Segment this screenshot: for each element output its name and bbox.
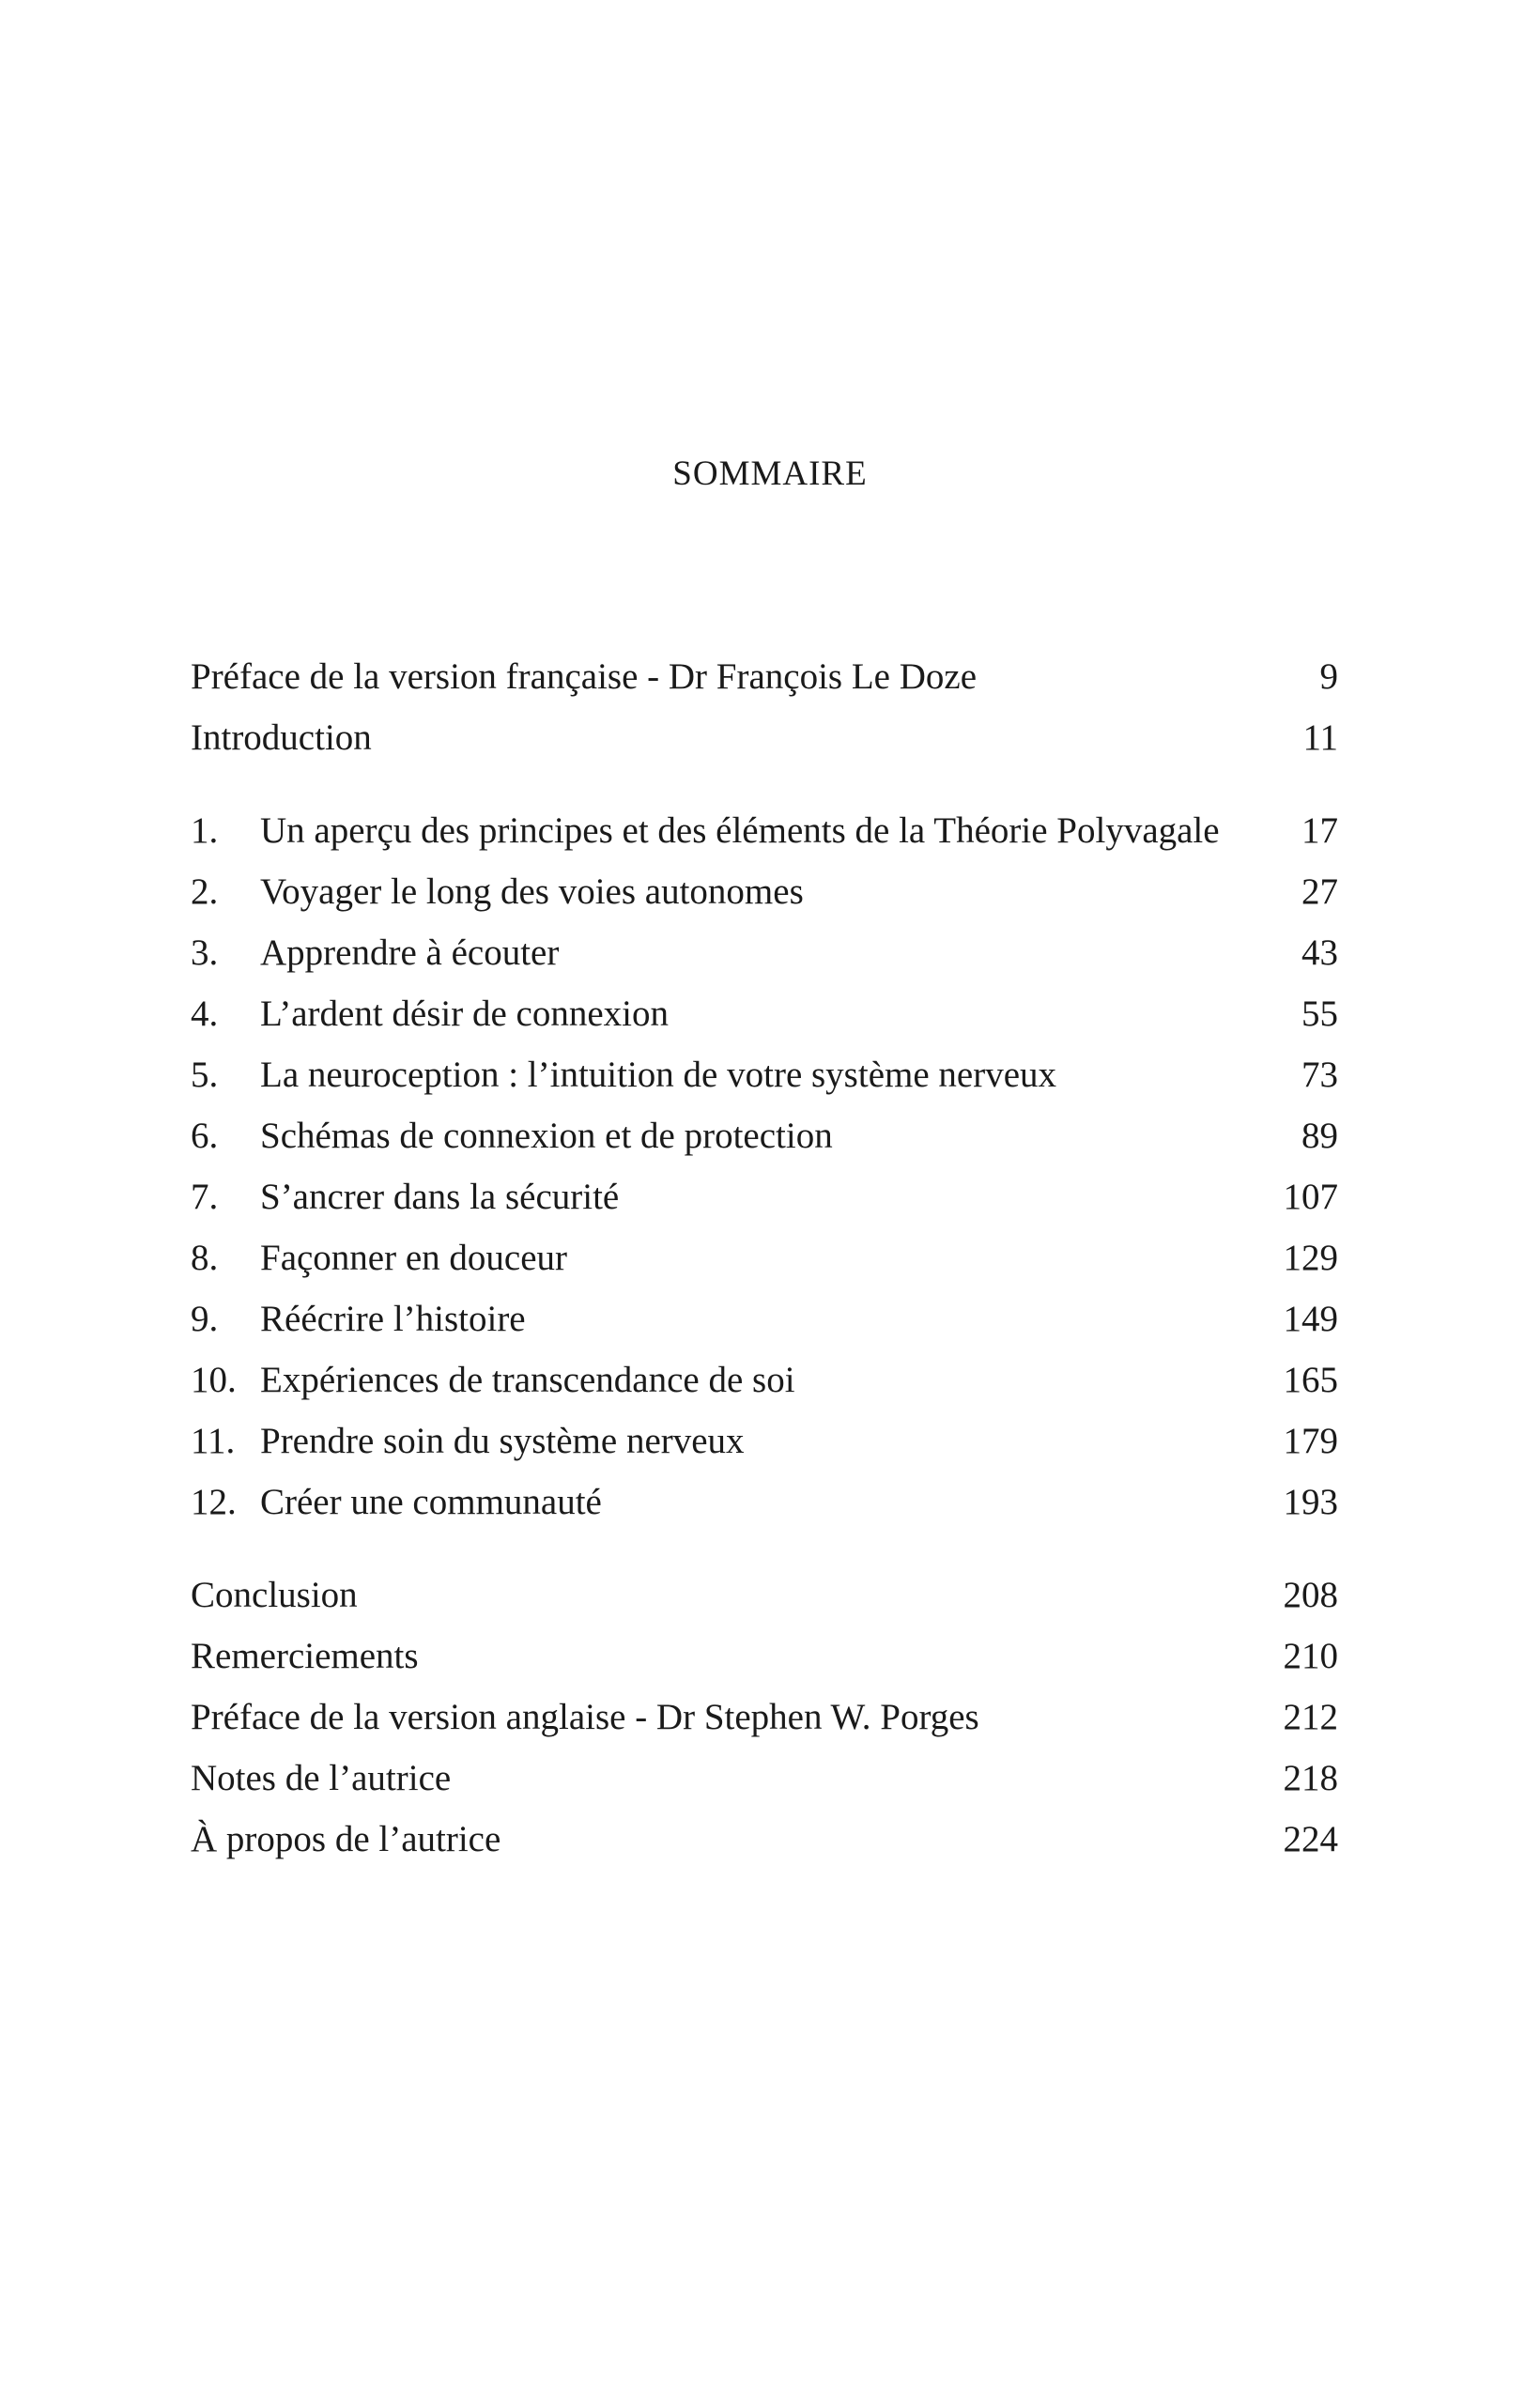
toc-entry-chapter-5[interactable]: [191, 1044, 1338, 1105]
chapter-number: 3.: [191, 932, 219, 973]
chapter-number: 4.: [191, 994, 219, 1034]
toc-entry-title: Préface de la version anglaise - Dr Stephen W. Porges: [191, 1697, 979, 1737]
toc-entry-chapter-9[interactable]: [191, 1288, 1338, 1349]
chapter-title: Schémas de connexion et de protection: [260, 1116, 833, 1156]
toc-entry-title: Introduction: [191, 717, 372, 758]
page-title: SOMMAIRE: [672, 455, 868, 493]
chapter-title: Réécrire l’histoire: [260, 1299, 526, 1339]
chapter-title: S’ancrer dans la sécurité: [260, 1177, 620, 1217]
toc-entry-conclusion[interactable]: [191, 1564, 1338, 1626]
chapter-number: 10.: [191, 1360, 237, 1400]
chapter-number: 12.: [191, 1482, 237, 1522]
chapter-list: [191, 800, 1338, 1533]
chapter-number: 7.: [191, 1177, 219, 1217]
toc-entry-title: Remerciements: [191, 1636, 419, 1676]
toc-entry-preface-en[interactable]: [191, 1687, 1338, 1748]
chapter-page: 179: [1283, 1421, 1338, 1461]
chapter-title: Façonner en douceur: [260, 1238, 568, 1278]
chapter-number: 9.: [191, 1299, 219, 1339]
toc-entry-page: 218: [1283, 1758, 1338, 1798]
chapter-number: 5.: [191, 1055, 219, 1095]
chapter-title: Créer une communauté: [260, 1482, 602, 1522]
chapter-number: 2.: [191, 871, 219, 912]
toc-entry-title: Conclusion: [191, 1575, 358, 1615]
front-matter-list: [191, 646, 1338, 768]
chapter-page: 43: [1301, 932, 1338, 973]
chapter-page: 165: [1283, 1360, 1338, 1400]
toc-entry-chapter-12[interactable]: [191, 1472, 1338, 1533]
toc-entry-chapter-8[interactable]: [191, 1227, 1338, 1288]
toc-entry-remerciements[interactable]: [191, 1626, 1338, 1687]
chapter-page: 149: [1283, 1299, 1338, 1339]
toc-entry-chapter-2[interactable]: [191, 861, 1338, 922]
toc-entry-chapter-7[interactable]: [191, 1166, 1338, 1227]
toc-entry-preface-fr[interactable]: [191, 646, 1338, 707]
chapter-title: Prendre soin du système nerveux: [260, 1421, 745, 1461]
chapter-page: 27: [1301, 871, 1338, 912]
table-of-contents: [191, 646, 1338, 1870]
toc-entry-chapter-6[interactable]: [191, 1105, 1338, 1166]
chapter-title: Apprendre à écouter: [260, 932, 560, 973]
chapter-page: 17: [1301, 810, 1338, 851]
chapter-title: Expériences de transcendance de soi: [260, 1360, 795, 1400]
toc-entry-title: À propos de l’autrice: [191, 1819, 501, 1859]
chapter-number: 1.: [191, 810, 219, 851]
chapter-page: 107: [1283, 1177, 1338, 1217]
toc-entry-page: 9: [1319, 656, 1338, 697]
back-matter-list: [191, 1564, 1338, 1870]
toc-entry-page: 11: [1302, 717, 1338, 758]
toc-entry-page: 208: [1283, 1575, 1338, 1615]
toc-entry-title: Notes de l’autrice: [191, 1758, 452, 1798]
toc-entry-a-propos[interactable]: [191, 1809, 1338, 1870]
chapter-page: 89: [1301, 1116, 1338, 1156]
toc-entry-chapter-11[interactable]: [191, 1410, 1338, 1472]
toc-entry-chapter-1[interactable]: [191, 800, 1338, 861]
chapter-page: 129: [1283, 1238, 1338, 1278]
toc-entry-notes[interactable]: [191, 1748, 1338, 1809]
chapter-title: Voyager le long des voies autonomes: [260, 871, 804, 912]
chapter-title: Un aperçu des principes et des éléments de la Théorie Polyvagale: [260, 810, 1220, 851]
chapter-page: 73: [1301, 1055, 1338, 1095]
toc-entry-chapter-10[interactable]: [191, 1349, 1338, 1410]
chapter-number: 11.: [191, 1421, 236, 1461]
chapter-number: 8.: [191, 1238, 219, 1278]
toc-entry-chapter-3[interactable]: [191, 922, 1338, 983]
toc-entry-page: 212: [1283, 1697, 1338, 1737]
toc-entry-introduction[interactable]: [191, 707, 1338, 768]
toc-entry-title: Préface de la version française - Dr François Le Doze: [191, 656, 978, 697]
chapter-title: La neuroception : l’intuition de votre système nerveux: [260, 1055, 1057, 1095]
toc-entry-page: 210: [1283, 1636, 1338, 1676]
chapter-number: 6.: [191, 1116, 219, 1156]
chapter-page: 55: [1301, 994, 1338, 1034]
toc-entry-chapter-4[interactable]: [191, 983, 1338, 1044]
chapter-page: 193: [1283, 1482, 1338, 1522]
chapter-title: L’ardent désir de connexion: [260, 994, 669, 1034]
toc-entry-page: 224: [1283, 1819, 1338, 1859]
